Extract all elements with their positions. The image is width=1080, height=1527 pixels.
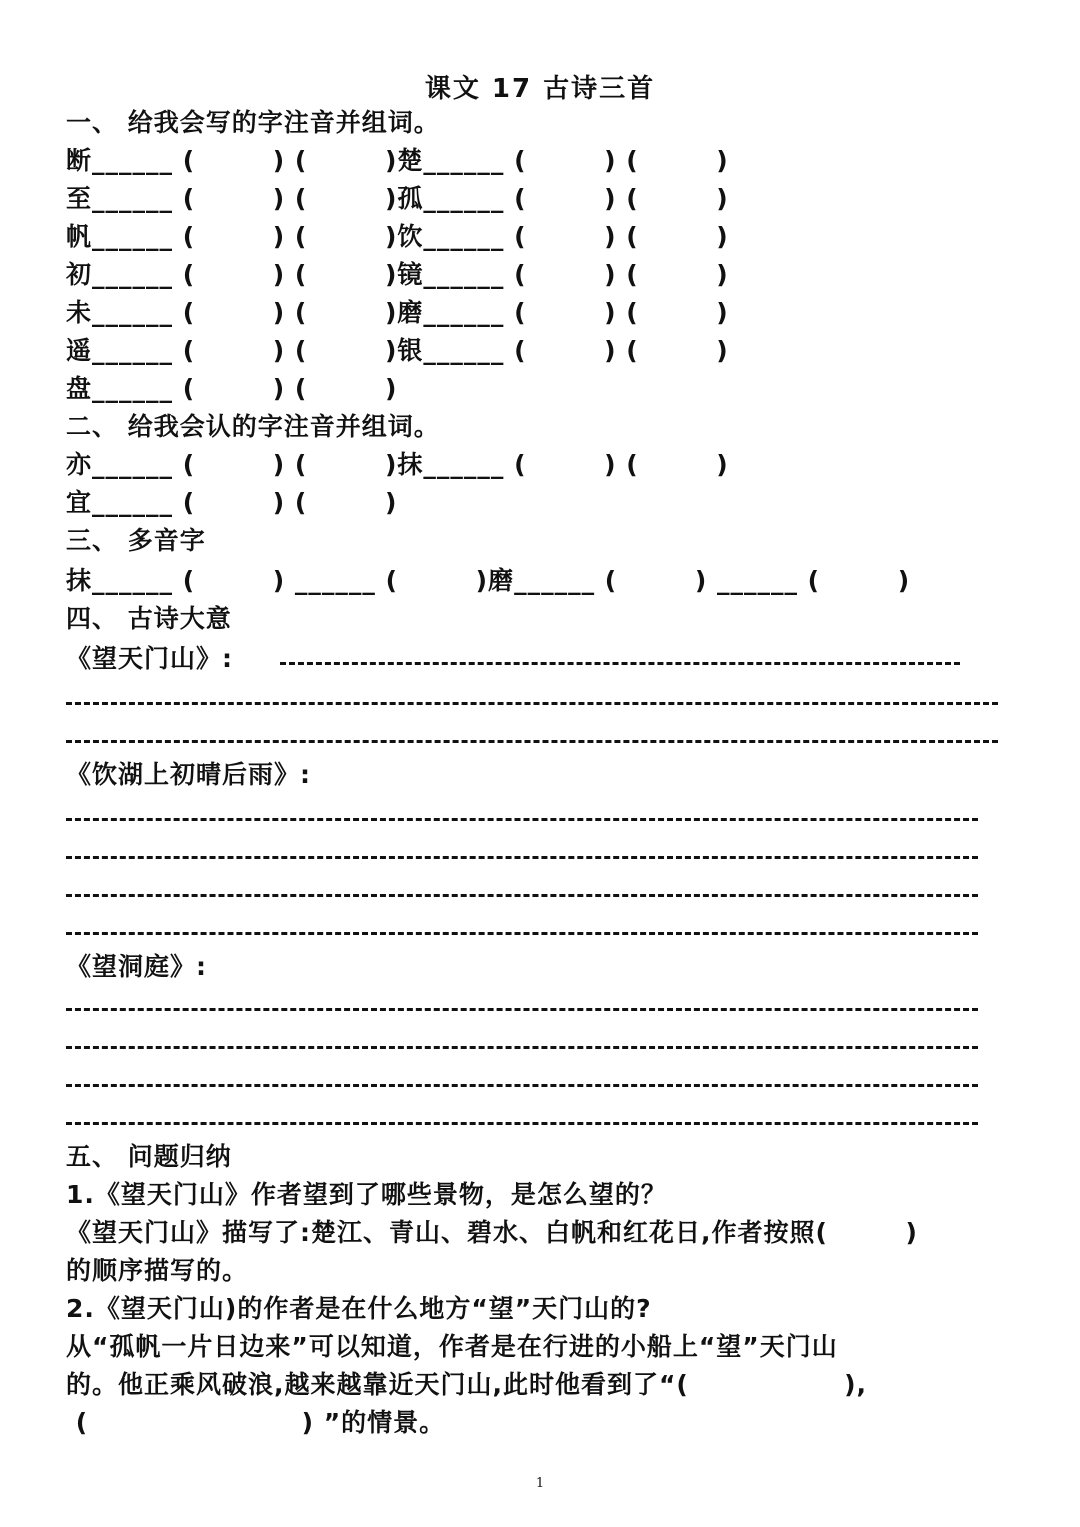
char-row: 宜______ ( ) ( ) (66, 488, 398, 517)
section-heading-1: 一、 给我会写的字注音并组词。 (66, 108, 440, 137)
poem-label-1: 《望天门山》: (66, 644, 233, 673)
answer-line (66, 1084, 978, 1087)
question-2: 2.《望天门山)的作者是在什么地方“望”天门山的? (66, 1294, 652, 1323)
section-heading-4: 四、 古诗大意 (66, 604, 232, 633)
char-row: 盘______ ( ) ( ) (66, 374, 398, 403)
answer-line (66, 856, 978, 859)
page-title: 课文 17 古诗三首 (424, 74, 656, 104)
answer-line (66, 818, 978, 821)
char-row: 亦______ ( ) ( )抹______ ( ) ( ) (66, 450, 729, 479)
answer-2-line-2: 的。他正乘风破浪,越来越靠近天门山,此时他看到了“( ), (66, 1370, 868, 1399)
answer-line (66, 1008, 978, 1011)
char-row: 初______ ( ) ( )镜______ ( ) ( ) (66, 260, 729, 289)
answer-line (66, 740, 998, 743)
answer-line (66, 894, 978, 897)
answer-line (66, 1046, 978, 1049)
char-row: 未______ ( ) ( )磨______ ( ) ( ) (66, 298, 729, 327)
answer-1-line-2: 的顺序描写的。 (66, 1256, 249, 1285)
answer-2-line-1: 从“孤帆一片日边来”可以知道，作者是在行进的小船上“望”天门山 (66, 1332, 838, 1361)
answer-line (66, 932, 978, 935)
poem-label-2: 《饮湖上初晴后雨》: (66, 760, 311, 789)
answer-line (66, 702, 998, 705)
page-number: 1 (535, 1476, 545, 1491)
poem-label-3: 《望洞庭》: (66, 952, 207, 981)
answer-line (66, 1122, 978, 1125)
answer-1-line-1: 《望天门山》描写了:楚江、青山、碧水、白帆和红花日,作者按照( ) (66, 1218, 918, 1247)
section-heading-2: 二、 给我会认的字注音并组词。 (66, 412, 440, 441)
answer-2-line-3: ( ) ”的情景。 (66, 1408, 446, 1437)
char-row: 至______ ( ) ( )孤______ ( ) ( ) (66, 184, 729, 213)
section-heading-3: 三、 多音字 (66, 526, 206, 555)
char-row: 遥______ ( ) ( )银______ ( ) ( ) (66, 336, 729, 365)
section-heading-5: 五、 问题归纳 (66, 1142, 232, 1171)
question-1: 1.《望天门山》作者望到了哪些景物，是怎么望的？ (66, 1180, 667, 1209)
char-row: 帆______ ( ) ( )饮______ ( ) ( ) (66, 222, 729, 251)
polyphone-row: 抹______ ( ) ______ ( )磨______ ( ) ______ ( ) (66, 566, 911, 595)
char-row: 断______ ( ) ( )楚______ ( ) ( ) (66, 146, 729, 175)
answer-line (280, 662, 960, 665)
